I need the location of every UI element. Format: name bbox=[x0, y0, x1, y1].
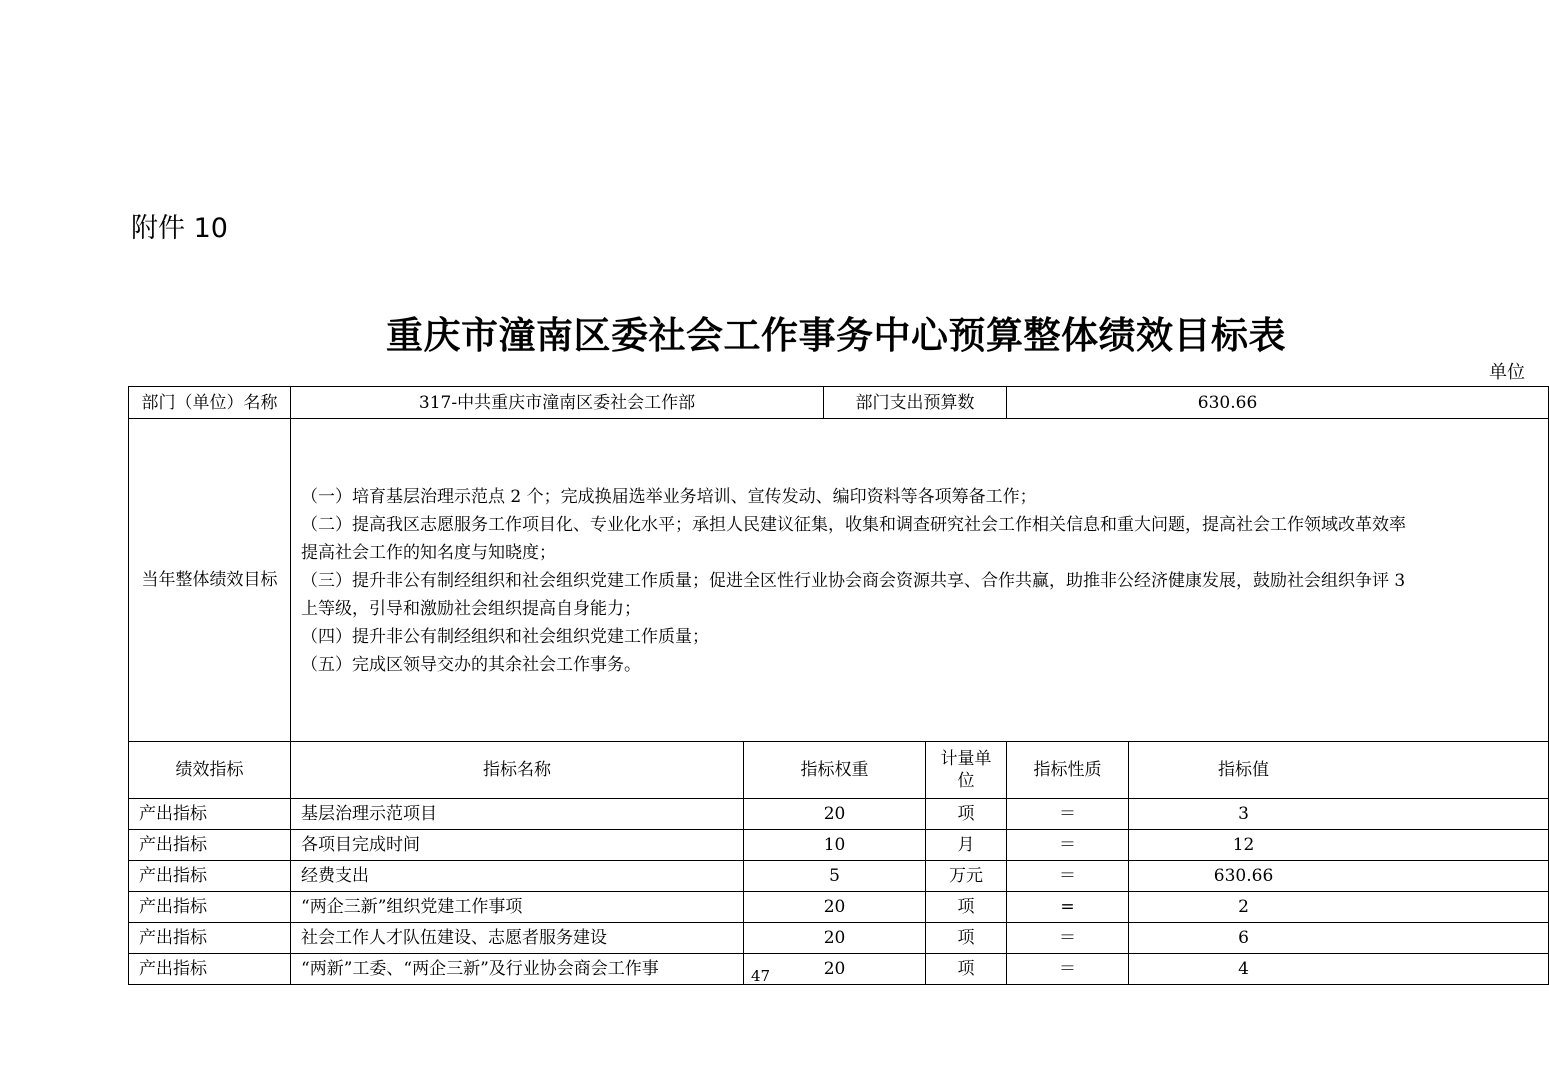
goal-text-cell bbox=[291, 419, 1549, 742]
row-weight: 5 bbox=[744, 861, 926, 892]
row-category: 产出指标 bbox=[129, 830, 291, 861]
row-nature: = bbox=[1007, 892, 1129, 923]
table-row bbox=[129, 799, 1549, 830]
performance-table bbox=[128, 386, 1549, 985]
budget-value-cell: 630.66 bbox=[1007, 387, 1549, 419]
row-value: 12 bbox=[1129, 830, 1549, 861]
goal-line: （二）提高我区志愿服务工作项目化、专业化水平；承担人民建议征集，收集和调查研究社会工作相关信息和重大问题，提高社会工作领域改革效率 bbox=[301, 515, 1406, 535]
dept-label-cell: 部门（单位）名称 bbox=[129, 387, 291, 419]
row-nature: ＝ bbox=[1007, 830, 1129, 861]
row-value: 6 bbox=[1129, 923, 1549, 954]
row-nature: ＝ bbox=[1007, 861, 1129, 892]
row-category: 产出指标 bbox=[129, 861, 291, 892]
budget-label-cell: 部门支出预算数 bbox=[824, 387, 1007, 419]
row-category: 产出指标 bbox=[129, 923, 291, 954]
page-number: 47 bbox=[751, 967, 771, 985]
row-nature: ＝ bbox=[1007, 799, 1129, 830]
goal-line: （五）完成区领导交办的其余社会工作事务。 bbox=[301, 655, 641, 675]
row-name: 经费支出 bbox=[291, 861, 744, 892]
header-name: 指标名称 bbox=[291, 742, 744, 799]
header-value: 指标值 bbox=[1129, 742, 1549, 799]
row-value: 630.66 bbox=[1129, 861, 1549, 892]
table-row bbox=[129, 954, 1549, 985]
row-name: 各项目完成时间 bbox=[291, 830, 744, 861]
table-row bbox=[129, 861, 1549, 892]
row-name: 基层治理示范项目 bbox=[291, 799, 744, 830]
row-weight: 20 bbox=[744, 954, 926, 985]
row-weight: 20 bbox=[744, 923, 926, 954]
header-unit: 计量单位 bbox=[926, 742, 1007, 799]
goal-line: 上等级，引导和激励社会组织提高自身能力； bbox=[301, 599, 641, 619]
goal-line: 提高社会工作的知名度与知晓度； bbox=[301, 543, 556, 563]
row-name: “两新”工委、“两企三新”及行业协会商会工作事 bbox=[291, 954, 744, 985]
header-weight: 指标权重 bbox=[744, 742, 926, 799]
row-unit: 项 bbox=[926, 799, 1007, 830]
table-row bbox=[129, 892, 1549, 923]
attachment-label: 附件 10 bbox=[131, 213, 228, 244]
header-category: 绩效指标 bbox=[129, 742, 291, 799]
row-value: 3 bbox=[1129, 799, 1549, 830]
goal-label-cell: 当年整体绩效目标 bbox=[129, 419, 291, 742]
row-value: 2 bbox=[1129, 892, 1549, 923]
header-nature: 指标性质 bbox=[1007, 742, 1129, 799]
row-value: 4 bbox=[1129, 954, 1549, 985]
row-weight: 10 bbox=[744, 830, 926, 861]
row-category: 产出指标 bbox=[129, 892, 291, 923]
header-row bbox=[129, 742, 1549, 799]
row-category: 产出指标 bbox=[129, 954, 291, 985]
row-weight: 20 bbox=[744, 892, 926, 923]
row-unit: 项 bbox=[926, 892, 1007, 923]
dept-value-cell: 317-中共重庆市潼南区委社会工作部 bbox=[291, 387, 824, 419]
row-unit: 项 bbox=[926, 954, 1007, 985]
goal-row bbox=[129, 419, 1549, 742]
row-name: “两企三新”组织党建工作事项 bbox=[291, 892, 744, 923]
dept-info-row bbox=[129, 387, 1549, 419]
table-row bbox=[129, 830, 1549, 861]
row-unit: 项 bbox=[926, 923, 1007, 954]
goal-line: （四）提升非公有制经组织和社会组织党建工作质量； bbox=[301, 627, 709, 647]
page-title: 重庆市潼南区委社会工作事务中心预算整体绩效目标表 bbox=[386, 313, 1286, 357]
table-row bbox=[129, 923, 1549, 954]
row-unit: 万元 bbox=[926, 861, 1007, 892]
row-category: 产出指标 bbox=[129, 799, 291, 830]
row-unit: 月 bbox=[926, 830, 1007, 861]
goal-line: （一）培育基层治理示范点 2 个；完成换届选举业务培训、宣传发动、编印资料等各项筹备工作； bbox=[301, 487, 1037, 507]
row-weight: 20 bbox=[744, 799, 926, 830]
row-nature: ＝ bbox=[1007, 923, 1129, 954]
unit-label: 单位 bbox=[1489, 362, 1525, 383]
row-nature: ＝ bbox=[1007, 954, 1129, 985]
goal-line: （三）提升非公有制经组织和社会组织党建工作质量；促进全区性行业协会商会资源共享、合作共赢，助推非公经济健康发展，鼓励社会组织争评 3 bbox=[301, 571, 1406, 591]
row-name: 社会工作人才队伍建设、志愿者服务建设 bbox=[291, 923, 744, 954]
